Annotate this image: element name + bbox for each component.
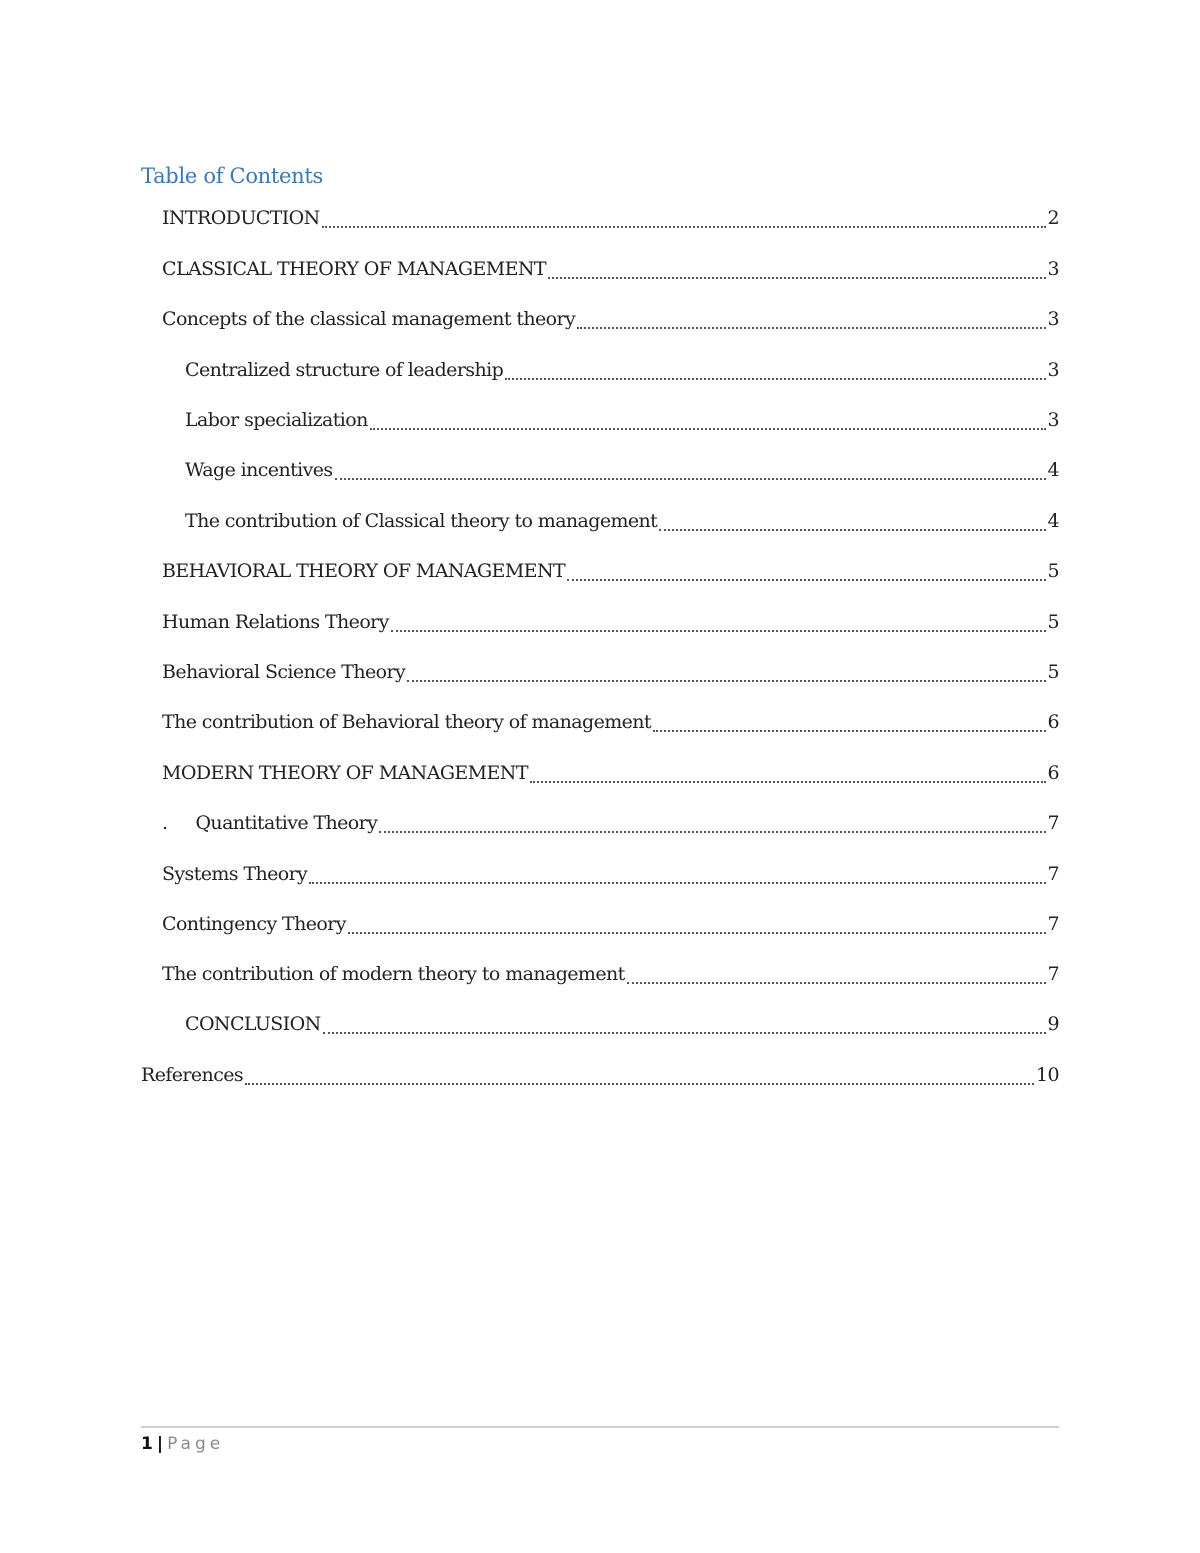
dot-leader <box>659 529 1045 531</box>
toc-entry-behavioral-science[interactable] <box>162 661 1059 687</box>
footer-divider <box>141 1426 1059 1428</box>
toc-entry-page: 6 <box>1047 762 1059 784</box>
toc-entry-label: The contribution of Behavioral theory of management <box>162 711 651 733</box>
toc-entry-label: Systems Theory <box>162 863 308 885</box>
dot-leader <box>348 932 1046 934</box>
toc-entry-label: Labor specialization <box>185 409 368 431</box>
toc-entry-contingency-theory[interactable] <box>162 913 1059 939</box>
toc-entry-modern-theory[interactable] <box>162 762 1059 788</box>
toc-entry-centralized-structure[interactable] <box>185 359 1059 385</box>
dot-leader <box>577 327 1045 329</box>
toc-entry-label: Centralized structure of leadership <box>185 359 504 381</box>
toc-entry-page: 7 <box>1047 812 1059 834</box>
dot-leader <box>530 781 1046 783</box>
toc-entry-quantitative-theory[interactable] <box>162 812 1059 838</box>
dot-leader <box>567 579 1045 581</box>
toc-entry-label: The contribution of modern theory to management <box>162 963 625 985</box>
toc-entry-label: Quantitative Theory <box>195 812 378 834</box>
toc-entry-page: 3 <box>1047 409 1059 431</box>
toc-title: Table of Contents <box>141 164 323 188</box>
toc-entry-page: 9 <box>1047 1013 1059 1035</box>
toc-entry-label: Contingency Theory <box>162 913 346 935</box>
toc-entry-human-relations[interactable] <box>162 611 1059 637</box>
toc-entry-page: 5 <box>1047 611 1059 633</box>
toc-entry-page: 5 <box>1047 560 1059 582</box>
toc-entry-label: The contribution of Classical theory to management <box>185 510 658 532</box>
toc-entry-labor-specialization[interactable] <box>185 409 1059 435</box>
toc-entry-page: 6 <box>1047 711 1059 733</box>
toc-entry-label: CLASSICAL THEORY OF MANAGEMENT <box>162 258 546 280</box>
dot-leader <box>379 831 1045 833</box>
dot-leader <box>335 478 1046 480</box>
toc-entry-page: 2 <box>1047 207 1059 229</box>
toc-entry-references[interactable] <box>141 1064 1059 1090</box>
dot-leader <box>548 277 1046 279</box>
toc-entry-page: 3 <box>1047 359 1059 381</box>
toc-entry-wage-incentives[interactable] <box>185 459 1059 485</box>
toc-entry-prefix: . <box>162 812 168 834</box>
toc-entry-label: Concepts of the classical management theory <box>162 308 576 330</box>
toc-entry-systems-theory[interactable] <box>162 863 1059 889</box>
toc-entry-modern-contribution[interactable] <box>162 963 1059 989</box>
dot-leader <box>407 680 1045 682</box>
toc-entry-label: INTRODUCTION <box>162 207 320 229</box>
dot-leader <box>309 882 1045 884</box>
toc-entry-behavioral-theory[interactable] <box>162 560 1059 586</box>
toc-entry-label: CONCLUSION <box>185 1013 321 1035</box>
footer-page-label: Page <box>167 1434 225 1454</box>
toc-entry-label: References <box>141 1064 244 1086</box>
toc-entry-label: Wage incentives <box>185 459 333 481</box>
toc-entry-page: 7 <box>1047 913 1059 935</box>
toc-entry-page: 3 <box>1047 308 1059 330</box>
toc-entry-classical-theory[interactable] <box>162 258 1059 284</box>
toc-entry-conclusion[interactable] <box>185 1013 1059 1039</box>
toc-entry-page: 7 <box>1047 963 1059 985</box>
toc-entry-label: Human Relations Theory <box>162 611 389 633</box>
toc-entry-label: BEHAVIORAL THEORY OF MANAGEMENT <box>162 560 566 582</box>
dot-leader <box>322 226 1046 228</box>
toc-entry-page: 4 <box>1047 459 1059 481</box>
toc-entry-classical-contribution[interactable] <box>185 510 1059 536</box>
toc-entry-page: 4 <box>1047 510 1059 532</box>
toc-entry-label: Behavioral Science Theory <box>162 661 406 683</box>
footer-page-number: 1 <box>141 1434 153 1454</box>
dot-leader <box>245 1083 1034 1085</box>
toc-entry-page: 3 <box>1047 258 1059 280</box>
toc-entry-page: 5 <box>1047 661 1059 683</box>
footer-separator: | <box>156 1434 164 1454</box>
toc-entry-concepts-classical[interactable] <box>162 308 1059 334</box>
dot-leader <box>391 630 1046 632</box>
dot-leader <box>653 730 1046 732</box>
dot-leader <box>505 378 1045 380</box>
toc-entry-introduction[interactable] <box>162 207 1059 233</box>
dot-leader <box>370 428 1046 430</box>
dot-leader <box>323 1032 1046 1034</box>
dot-leader <box>627 982 1046 984</box>
page-footer <box>141 1434 224 1454</box>
toc-entry-behavioral-contribution[interactable] <box>162 711 1059 737</box>
toc-entry-page: 10 <box>1036 1064 1059 1086</box>
toc-entry-label: MODERN THEORY OF MANAGEMENT <box>162 762 528 784</box>
toc-entry-page: 7 <box>1047 863 1059 885</box>
